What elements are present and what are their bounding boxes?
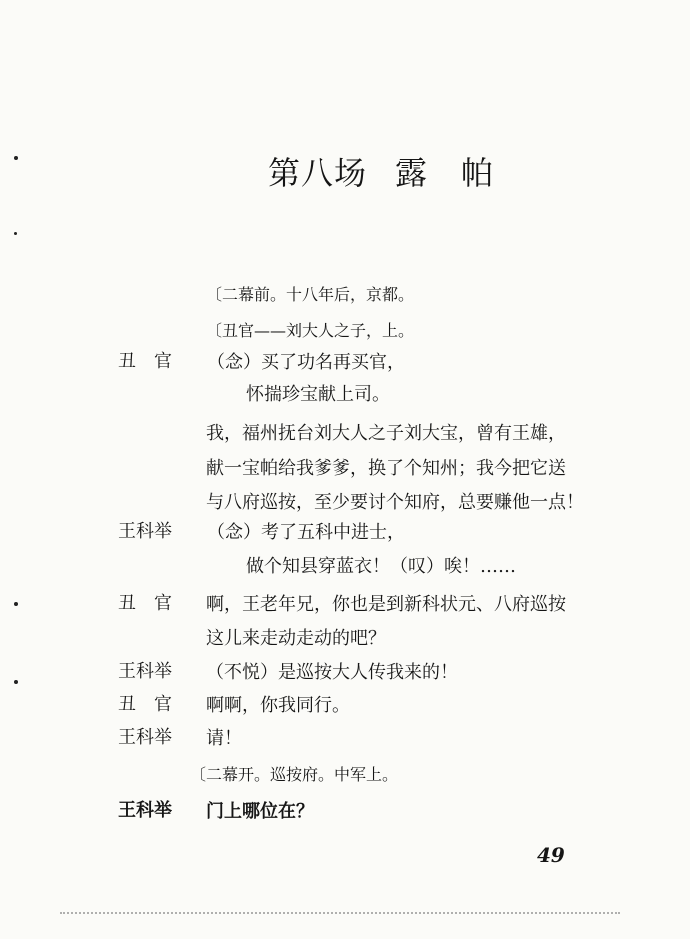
speaker-label: 王科举 xyxy=(118,521,172,542)
scene-title xyxy=(268,148,494,194)
dialogue-line: （不悦）是巡按大人传我来的！ xyxy=(206,662,458,683)
dialogue-line: 怀揣珍宝献上司。 xyxy=(246,384,390,405)
speaker-label: 王科举 xyxy=(118,661,172,682)
dialogue-line: 我，福州抚台刘大人之子刘大宝，曾有王雄， xyxy=(206,423,566,444)
dialogue-line: 献一宝帕给我爹爹，换了个知州；我今把它送 xyxy=(206,458,566,479)
speaker-label: 王科举 xyxy=(118,800,172,821)
speaker-label: 王科举 xyxy=(118,727,172,748)
stage-direction: 〔丑官——刘大人之子，上。 xyxy=(206,321,415,340)
stage-direction: 〔二幕开。巡按府。中军上。 xyxy=(190,765,399,784)
dialogue-line: 啊，王老年兄，你也是到新科状元、八府巡按 xyxy=(206,594,566,615)
scene-number: 第八场 xyxy=(268,154,368,192)
dialogue-line: 与八府巡按，至少要讨个知府，总要赚他一点！ xyxy=(206,492,584,513)
dialogue-line: 请！ xyxy=(206,728,242,749)
dialogue-line: 这儿来走动走动的吧？ xyxy=(206,628,386,649)
dialogue-line: （念）买了功名再买官， xyxy=(207,352,405,373)
scan-speck xyxy=(14,602,18,606)
dialogue-line: 门上哪位在？ xyxy=(206,801,314,822)
speaker-label: 丑 官 xyxy=(118,694,172,715)
scan-speck xyxy=(14,232,17,235)
page-number: 49 xyxy=(537,843,565,867)
scan-speck xyxy=(14,680,18,684)
speaker-label: 丑 官 xyxy=(118,593,172,614)
dialogue-line: 啊啊，你我同行。 xyxy=(206,695,350,716)
stage-direction: 〔二幕前。十八年后，京都。 xyxy=(206,285,415,304)
speaker-label: 丑 官 xyxy=(118,351,172,372)
scan-speck xyxy=(14,156,18,160)
scene-name: 露 帕 xyxy=(395,154,495,192)
dialogue-line: 做个知县穿蓝衣！（叹）唉！…… xyxy=(246,556,516,577)
bottom-scan-line xyxy=(60,912,620,914)
dialogue-line: （念）考了五科中进士， xyxy=(207,522,405,543)
